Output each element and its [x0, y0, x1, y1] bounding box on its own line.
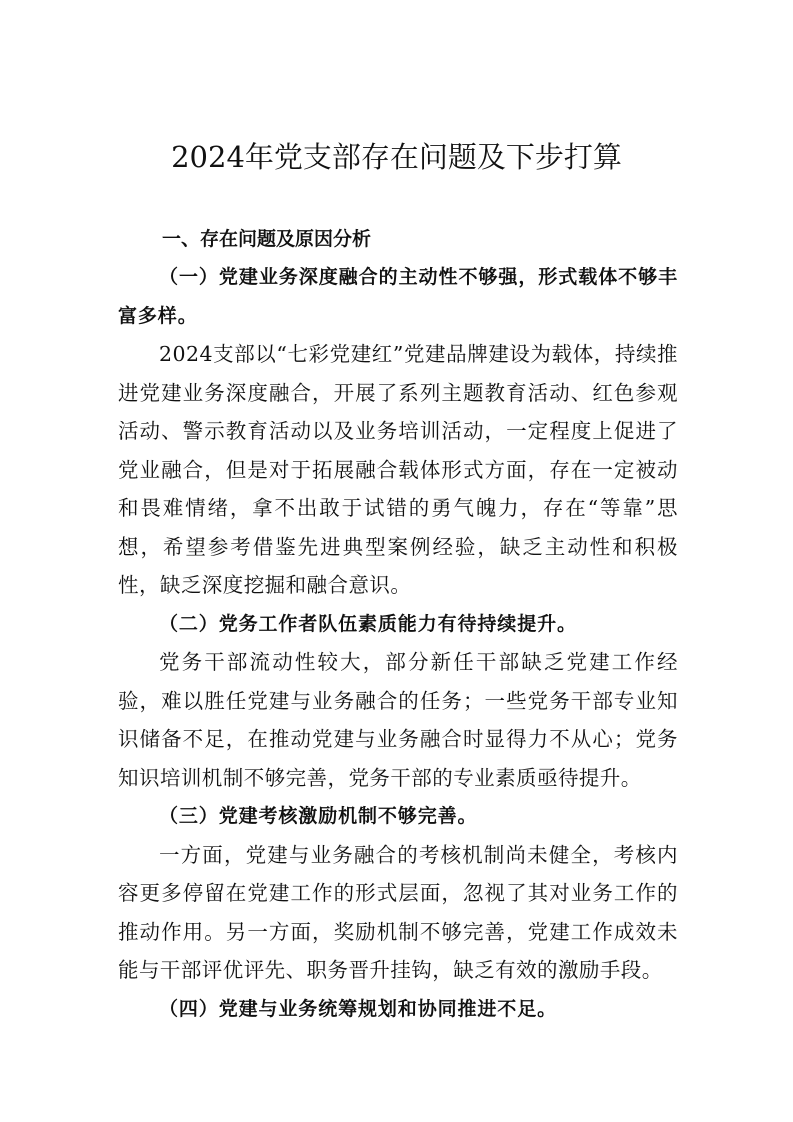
- document-title: 2024年党支部存在问题及下步打算: [171, 140, 622, 174]
- paragraph-2: 党务干部流动性较大，部分新任干部缺乏党建工作经验，难以胜任党建与业务融合的任务；一些党务干部专业知识储备不足，在推动党建与业务融合时显得力不从心；党务知识培训机制不够完善，党务干部的专业素质亟待提升。: [118, 650, 678, 790]
- paragraph-1: 2024支部以“七彩党建红”党建品牌建设为载体，持续推进党建业务深度融合，开展了系列主题教育活动、红色参观活动、警示教育活动以及业务培训活动，一定程度上促进了党业融合，但是对于拓展融合载体形式方面，存在一定被动和畏难情绪，拿不出敢于试错的勇气魄力，存在“等靠”思想，希望参考借鉴先进典型案例经验，缺乏主动性和积极性，缺乏深度挖掘和融合意识。: [118, 342, 678, 597]
- document-body: [118, 220, 678, 1028]
- subheading-1: （一）党建业务深度融合的主动性不够强，形式载体不够丰富多样。: [118, 266, 678, 327]
- subheading-2: （二）党务工作者队伍素质能力有待持续提升。: [159, 612, 577, 635]
- paragraph-3: 一方面，党建与业务融合的考核机制尚未健全，考核内容更多停留在党建工作的形式层面，忽视了其对业务工作的推动作用。另一方面，奖励机制不够完善，党建工作成效未能与干部评优评先、职务晋升挂钩，缺乏有效的激励手段。: [118, 842, 678, 982]
- section-heading: 一、存在问题及原因分析: [162, 228, 372, 250]
- subheading-3: （三）党建考核激励机制不够完善。: [159, 805, 478, 827]
- subheading-4: （四）党建与业务统筹规划和协同推进不足。: [159, 997, 558, 1020]
